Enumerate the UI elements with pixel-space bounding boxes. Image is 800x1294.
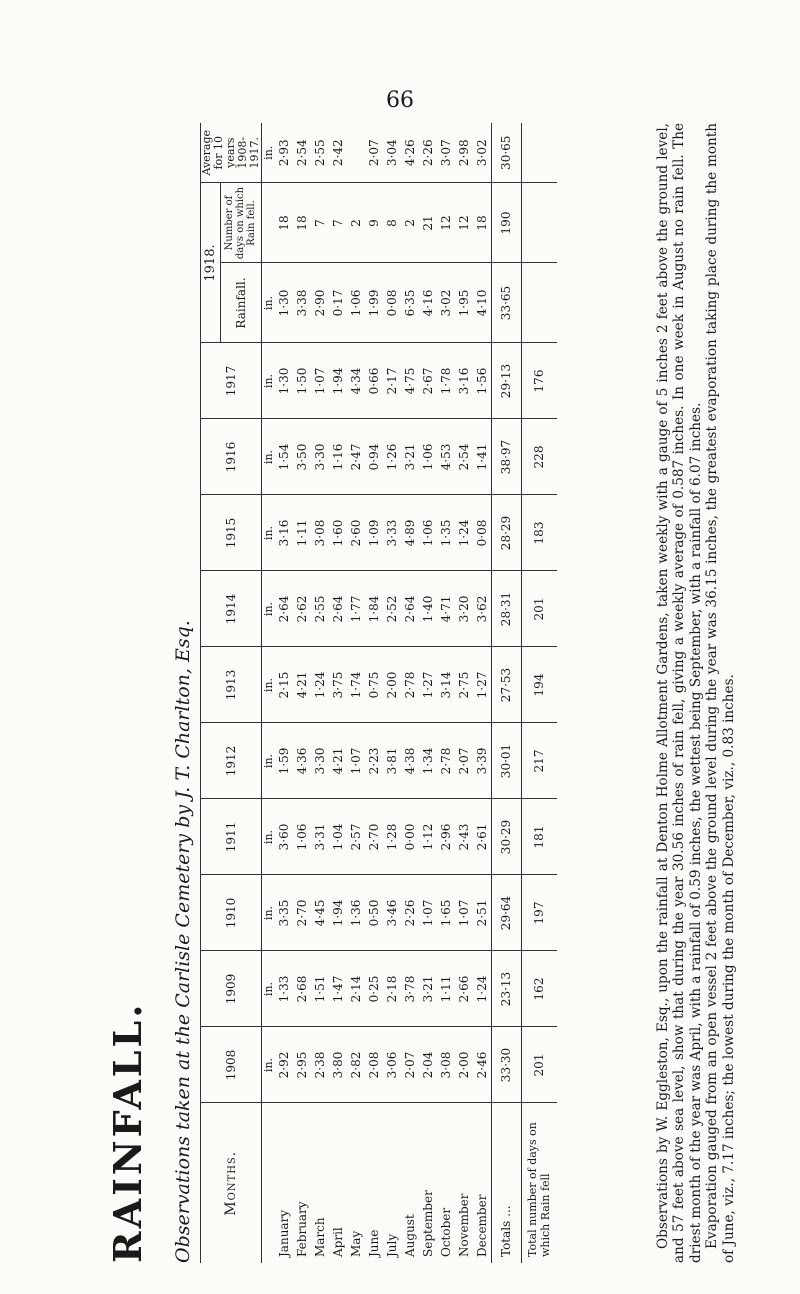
totals-label: Totals ... <box>491 1103 521 1263</box>
unit-label: in. <box>262 723 276 799</box>
table-cell: 1·35 <box>437 495 455 571</box>
table-cell: 3·14 <box>437 647 455 723</box>
table-cell: 18 <box>473 183 491 263</box>
average-header: Average for 10 years 1908-1917. <box>201 123 262 183</box>
unit-label: in. <box>262 419 276 495</box>
table-row <box>311 123 329 1263</box>
total-cell: 30·29 <box>491 799 521 875</box>
rain-days-cell: 201 <box>521 1027 557 1103</box>
table-cell: 4·21 <box>329 723 347 799</box>
table-row <box>437 123 455 1263</box>
table-cell: 4·34 <box>347 343 365 419</box>
table-cell: 3·50 <box>293 419 311 495</box>
year-header: 1910 <box>201 875 262 951</box>
unit-label: in. <box>262 799 276 875</box>
total-cell: 190 <box>491 183 521 263</box>
table-cell: 1·24 <box>311 647 329 723</box>
table-cell: 2·96 <box>437 799 455 875</box>
table-cell: 1·40 <box>419 571 437 647</box>
table-cell: 2·00 <box>455 1027 473 1103</box>
year-header: 1912 <box>201 723 262 799</box>
table-row <box>419 123 437 1263</box>
month-label: August <box>403 1214 417 1257</box>
table-cell: 2·70 <box>293 875 311 951</box>
table-cell: 0·08 <box>473 495 491 571</box>
table-cell: 4·75 <box>401 343 419 419</box>
rain-days-cell: 162 <box>521 951 557 1027</box>
table-cell: 3·78 <box>401 951 419 1027</box>
table-cell: 1·65 <box>437 875 455 951</box>
rainfall-1918-header: Rainfall. <box>220 263 261 343</box>
table-cell: 4·36 <box>293 723 311 799</box>
table-cell: 1·24 <box>473 951 491 1027</box>
table-cell: 3·62 <box>473 571 491 647</box>
total-cell: 29·13 <box>491 343 521 419</box>
note-paragraph: Evaporation gauged from an open vessel 2 feet above the ground level during the year was 36.15 inches, the greatest evaporation taking place during the month of June, viz., 7.17 inches; the lowest during the month of December, viz., 0.83 inches. <box>704 123 737 1263</box>
table-cell: 4·71 <box>437 571 455 647</box>
table-cell: 7 <box>311 183 329 263</box>
total-cell: 27·53 <box>491 647 521 723</box>
month-label: April <box>331 1227 345 1257</box>
table-body <box>275 123 557 1263</box>
page-title: RAINFALL. <box>105 1001 150 1263</box>
year-header: 1916 <box>201 419 262 495</box>
table-cell: 0·75 <box>365 647 383 723</box>
table-cell: 2·93 <box>275 123 293 183</box>
table-cell: 1·07 <box>311 343 329 419</box>
table-cell: 2·17 <box>383 343 401 419</box>
total-cell: 33·30 <box>491 1027 521 1103</box>
table-cell: 2·75 <box>455 647 473 723</box>
table-cell: 1·30 <box>275 263 293 343</box>
table-cell: 3·08 <box>437 1027 455 1103</box>
table-cell: 2·98 <box>455 123 473 183</box>
month-label: October <box>439 1207 453 1257</box>
rain-days-cell: 197 <box>521 875 557 951</box>
table-cell: 1·51 <box>311 951 329 1027</box>
year-header: 1911 <box>201 799 262 875</box>
year-header: 1917 <box>201 343 262 419</box>
table-cell: 2·18 <box>383 951 401 1027</box>
table-cell: 2·43 <box>455 799 473 875</box>
year-header: 1908 <box>201 1027 262 1103</box>
rainfall-table-container <box>200 123 605 1263</box>
month-label: June <box>367 1229 381 1257</box>
table-cell: 2·51 <box>473 875 491 951</box>
table-cell: 1·12 <box>419 799 437 875</box>
table-cell: 18 <box>293 183 311 263</box>
table-cell: 2·92 <box>275 1027 293 1103</box>
unit-label: in. <box>262 647 276 723</box>
total-cell: 29·64 <box>491 875 521 951</box>
total-cell: 33·65 <box>491 263 521 343</box>
table-cell: 3·04 <box>383 123 401 183</box>
table-cell: 18 <box>275 183 293 263</box>
table-cell: 1·56 <box>473 343 491 419</box>
table-cell: 2·67 <box>419 343 437 419</box>
table-row <box>347 123 365 1263</box>
table-cell: 1·95 <box>455 263 473 343</box>
table-cell: 3·31 <box>311 799 329 875</box>
table-cell: 2·47 <box>347 419 365 495</box>
days-1918-header: Number of days on which Rain fell. <box>220 183 261 263</box>
table-cell: 1·06 <box>419 495 437 571</box>
table-cell: 3·38 <box>293 263 311 343</box>
table-cell: 2·00 <box>383 647 401 723</box>
rain-days-label: Total number of days on which Rain fell <box>521 1103 557 1263</box>
table-cell: 0·94 <box>365 419 383 495</box>
month-label: February <box>295 1201 309 1257</box>
year-1918-header: 1918. <box>201 183 221 343</box>
table-cell: 2·07 <box>401 1027 419 1103</box>
table-cell: 2·54 <box>293 123 311 183</box>
table-cell: 3·39 <box>473 723 491 799</box>
note-paragraph: Observations by W. Eggleston, Esq., upon the rainfall at Denton Holme Allotment Gardens, taken weekly with a gauge of 5 inches 2 feet above the ground level, and 57 feet above sea level, show that during the year 30.56 inches of rain fell, giving a weekly average of 0.587 inches. In one week in August no rain fell. The driest month of the year was April, with a rainfall of 0.59 inches, the wettest being September, with a rainfall of 6.07 inches. <box>655 123 704 1263</box>
table-cell: 7 <box>329 183 347 263</box>
table-cell: 1·94 <box>329 875 347 951</box>
table-cell: 21 <box>419 183 437 263</box>
table-cell: 2·15 <box>275 647 293 723</box>
month-label: December <box>474 1194 489 1257</box>
table-cell: 1·28 <box>383 799 401 875</box>
table-cell: 2 <box>401 183 419 263</box>
table-cell: 1·07 <box>455 875 473 951</box>
table-cell: 1·41 <box>473 419 491 495</box>
table-cell: 3·30 <box>311 723 329 799</box>
table-cell: 0·25 <box>365 951 383 1027</box>
table-cell: 2·55 <box>311 123 329 183</box>
table-cell: 1·24 <box>455 495 473 571</box>
table-cell: 2·90 <box>311 263 329 343</box>
total-cell: 28·31 <box>491 571 521 647</box>
table-cell: 1·11 <box>293 495 311 571</box>
table-cell: 1·47 <box>329 951 347 1027</box>
rain-days-cell <box>521 183 557 263</box>
table-cell: 2·42 <box>329 123 347 183</box>
table-cell: 1·04 <box>329 799 347 875</box>
unit-label: in. <box>262 951 276 1027</box>
table-cell: 2·61 <box>473 799 491 875</box>
table-cell: 2·78 <box>437 723 455 799</box>
rain-days-row <box>521 123 557 1263</box>
table-cell: 2·26 <box>419 123 437 183</box>
table-cell: 2·26 <box>401 875 419 951</box>
year-header: 1909 <box>201 951 262 1027</box>
unit-label: in. <box>262 263 276 343</box>
table-cell: 2·66 <box>455 951 473 1027</box>
table-cell: 1·16 <box>329 419 347 495</box>
table-cell: 2·60 <box>347 495 365 571</box>
table-cell: 2·57 <box>347 799 365 875</box>
unit-label: in. <box>262 495 276 571</box>
table-row <box>365 123 383 1263</box>
table-cell: 3·02 <box>473 123 491 183</box>
rainfall-table <box>200 123 557 1263</box>
month-label: July <box>385 1233 399 1257</box>
rain-days-cell: 194 <box>521 647 557 723</box>
table-cell: 1·27 <box>419 647 437 723</box>
total-cell: 30·65 <box>491 123 521 183</box>
table-cell: 2·54 <box>455 419 473 495</box>
table-cell: 1·27 <box>473 647 491 723</box>
table-cell: 0·66 <box>365 343 383 419</box>
table-cell: 3·07 <box>437 123 455 183</box>
notes <box>655 123 737 1263</box>
page-subtitle: Observations taken at the Carlisle Cemetery by J. T. Charlton, Esq. <box>172 620 194 1263</box>
total-cell: 30·01 <box>491 723 521 799</box>
table-cell: 2·64 <box>275 571 293 647</box>
table-cell: 0·50 <box>365 875 383 951</box>
table-cell: 1·09 <box>365 495 383 571</box>
table-cell: 12 <box>455 183 473 263</box>
table-cell: 3·81 <box>383 723 401 799</box>
table-row <box>275 123 293 1263</box>
table-cell: 0·08 <box>383 263 401 343</box>
table-cell: 4·89 <box>401 495 419 571</box>
table-cell: 3·35 <box>275 875 293 951</box>
table-cell: 1·06 <box>347 263 365 343</box>
table-cell: 2 <box>347 183 365 263</box>
table-cell: 1·34 <box>419 723 437 799</box>
table-cell: 0·17 <box>329 263 347 343</box>
table-cell: 4·10 <box>473 263 491 343</box>
table-row <box>473 123 491 1263</box>
unit-label: in. <box>262 571 276 647</box>
unit-label: in. <box>262 1027 276 1103</box>
month-label: May <box>349 1230 363 1257</box>
table-cell: 3·21 <box>401 419 419 495</box>
table-cell: 2·70 <box>365 799 383 875</box>
table-cell: 1·77 <box>347 571 365 647</box>
table-cell: 0·00 <box>401 799 419 875</box>
month-label: November <box>457 1193 471 1257</box>
table-cell: 2·62 <box>293 571 311 647</box>
rain-days-cell: 228 <box>521 419 557 495</box>
table-cell: 2·38 <box>311 1027 329 1103</box>
table-cell: 2·23 <box>365 723 383 799</box>
table-cell: 2·46 <box>473 1027 491 1103</box>
total-cell: 23·13 <box>491 951 521 1027</box>
table-cell: 2·14 <box>347 951 365 1027</box>
table-cell: 3·21 <box>419 951 437 1027</box>
table-row <box>455 123 473 1263</box>
months-header: Months. <box>201 1103 262 1263</box>
table-row <box>401 123 419 1263</box>
table-cell: 2·68 <box>293 951 311 1027</box>
table-cell: 3·20 <box>455 571 473 647</box>
table-cell: 4·53 <box>437 419 455 495</box>
table-cell: 2·04 <box>419 1027 437 1103</box>
table-cell: 1·30 <box>275 343 293 419</box>
table-cell: 1·36 <box>347 875 365 951</box>
table-cell: 3·16 <box>455 343 473 419</box>
table-cell: 1·78 <box>437 343 455 419</box>
table-cell: 3·46 <box>383 875 401 951</box>
table-cell: 3·08 <box>311 495 329 571</box>
rain-days-cell <box>521 123 557 183</box>
table-cell: 6·35 <box>401 263 419 343</box>
table-cell: 9 <box>365 183 383 263</box>
table-cell: 12 <box>437 183 455 263</box>
table-cell: 4·21 <box>293 647 311 723</box>
table-cell: 1·59 <box>275 723 293 799</box>
table-cell: 1·11 <box>437 951 455 1027</box>
year-header: 1914 <box>201 571 262 647</box>
total-cell: 28·29 <box>491 495 521 571</box>
table-cell: 4·16 <box>419 263 437 343</box>
rain-days-cell: 183 <box>521 495 557 571</box>
table-cell: 2·64 <box>329 571 347 647</box>
rain-days-cell: 217 <box>521 723 557 799</box>
totals-row <box>491 123 521 1263</box>
table-cell: 1·50 <box>293 343 311 419</box>
rain-days-cell: 201 <box>521 571 557 647</box>
table-cell: 2·55 <box>311 571 329 647</box>
table-cell: 3·33 <box>383 495 401 571</box>
table-cell: 1·99 <box>365 263 383 343</box>
table-cell: 8 <box>383 183 401 263</box>
table-cell: 3·80 <box>329 1027 347 1103</box>
table-cell: 2·78 <box>401 647 419 723</box>
table-cell: 2·08 <box>365 1027 383 1103</box>
table-cell: 1·84 <box>365 571 383 647</box>
rain-days-cell: 176 <box>521 343 557 419</box>
table-cell: 1·06 <box>293 799 311 875</box>
table-cell: 2·52 <box>383 571 401 647</box>
table-cell: 4·38 <box>401 723 419 799</box>
table-row <box>329 123 347 1263</box>
table-row <box>293 123 311 1263</box>
table-cell: 2·64 <box>401 571 419 647</box>
table-cell: 4·26 <box>401 123 419 183</box>
table-row <box>383 123 401 1263</box>
table-cell: 4·45 <box>311 875 329 951</box>
table-cell: 1·74 <box>347 647 365 723</box>
table-cell: 3·30 <box>311 419 329 495</box>
table-cell: 3·02 <box>437 263 455 343</box>
table-cell: 2·07 <box>455 723 473 799</box>
table-cell <box>347 123 365 183</box>
month-label: March <box>313 1217 327 1257</box>
table-cell: 2·95 <box>293 1027 311 1103</box>
unit-label: in. <box>262 343 276 419</box>
year-header: 1915 <box>201 495 262 571</box>
table-cell: 3·60 <box>275 799 293 875</box>
table-cell: 3·75 <box>329 647 347 723</box>
year-header: 1913 <box>201 647 262 723</box>
table-cell: 1·07 <box>347 723 365 799</box>
table-cell: 3·16 <box>275 495 293 571</box>
table-cell: 1·06 <box>419 419 437 495</box>
table-cell: 1·54 <box>275 419 293 495</box>
unit-label: in. <box>262 875 276 951</box>
table-cell: 1·26 <box>383 419 401 495</box>
table-cell: 1·60 <box>329 495 347 571</box>
total-cell: 38·97 <box>491 419 521 495</box>
table-cell: 1·07 <box>419 875 437 951</box>
table-cell: 2·82 <box>347 1027 365 1103</box>
table-cell: 1·33 <box>275 951 293 1027</box>
table-cell: 1·94 <box>329 343 347 419</box>
month-label: September <box>421 1190 435 1257</box>
month-label: January <box>277 1209 291 1257</box>
unit-label: in. <box>262 123 276 183</box>
table-cell: 3·06 <box>383 1027 401 1103</box>
rain-days-cell: 181 <box>521 799 557 875</box>
rain-days-cell <box>521 263 557 343</box>
page-number: 66 <box>386 88 414 113</box>
table-cell: 2·07 <box>365 123 383 183</box>
